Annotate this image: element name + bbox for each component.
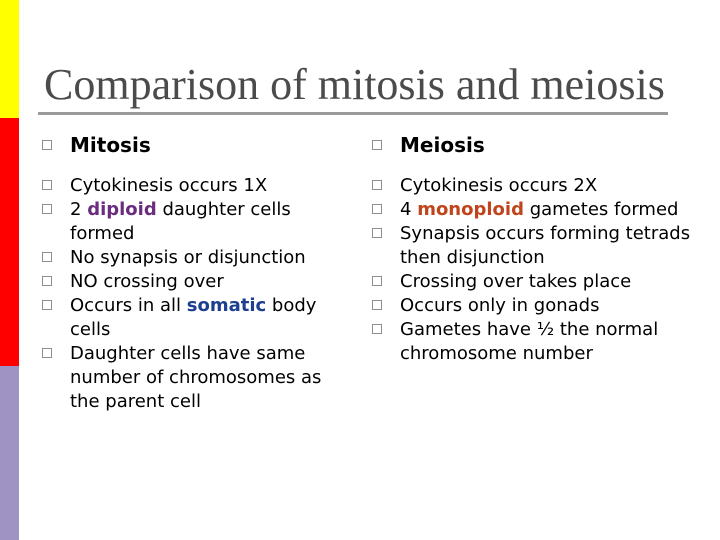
meiosis-header-label: Meiosis	[400, 133, 485, 157]
square-bullet-icon	[42, 276, 52, 286]
square-bullet-icon	[372, 300, 382, 310]
mitosis-item-text-pre: 2	[70, 199, 88, 220]
meiosis-item-crossing-over	[372, 270, 692, 294]
mitosis-item-text: Cytokinesis occurs 1X	[70, 175, 268, 196]
square-bullet-icon	[42, 300, 52, 310]
square-bullet-icon	[372, 180, 382, 190]
mitosis-item-daughter-cells	[42, 342, 354, 414]
square-bullet-icon	[372, 276, 382, 286]
meiosis-item-text: Gametes have ½ the normal chromosome number	[400, 319, 659, 364]
square-bullet-icon	[42, 180, 52, 190]
mitosis-item-cytokinesis	[42, 174, 354, 198]
mitosis-item-text-pre: Occurs in all	[70, 295, 187, 316]
slide-title: Comparison of mitosis and meiosis	[44, 60, 665, 109]
mitosis-item-text-post: body cells	[70, 295, 317, 340]
accent-bar-red	[0, 118, 19, 366]
mitosis-item-crossing-over	[42, 270, 354, 294]
accent-bar-purple	[0, 366, 19, 540]
square-bullet-icon	[372, 204, 382, 214]
square-bullet-icon	[372, 324, 382, 334]
mitosis-item-somatic	[42, 294, 354, 342]
meiosis-header	[372, 132, 692, 158]
square-bullet-icon	[372, 140, 382, 150]
meiosis-item-text: Occurs only in gonads	[400, 295, 600, 316]
meiosis-item-text: Cytokinesis occurs 2X	[400, 175, 598, 196]
mitosis-item-text: No synapsis or disjunction	[70, 247, 306, 268]
square-bullet-icon	[42, 204, 52, 214]
meiosis-item-text-pre: 4	[400, 199, 418, 220]
mitosis-column	[42, 132, 354, 414]
meiosis-column	[372, 132, 692, 366]
somatic-term: somatic	[186, 295, 267, 316]
square-bullet-icon	[42, 348, 52, 358]
diploid-term: diploid	[87, 199, 157, 220]
square-bullet-icon	[42, 252, 52, 262]
meiosis-item-gametes	[372, 318, 692, 366]
title-underline	[38, 112, 668, 115]
mitosis-header	[42, 132, 354, 158]
mitosis-item-text: Daughter cells have same number of chromosomes as the parent cell	[70, 343, 322, 412]
meiosis-item-gonads	[372, 294, 692, 318]
meiosis-item-text-post: gametes formed	[523, 199, 679, 220]
mitosis-item-diploid	[42, 198, 354, 246]
accent-bar-yellow	[0, 0, 19, 118]
square-bullet-icon	[42, 140, 52, 150]
meiosis-item-text: Crossing over takes place	[400, 271, 632, 292]
meiosis-item-text: Synapsis occurs forming tetrads then disjunction	[400, 223, 691, 268]
mitosis-item-text: NO crossing over	[70, 271, 224, 292]
mitosis-item-synapsis	[42, 246, 354, 270]
meiosis-item-synapsis	[372, 222, 692, 270]
meiosis-item-monoploid	[372, 198, 692, 222]
monoploid-term: monoploid	[417, 199, 524, 220]
square-bullet-icon	[372, 228, 382, 238]
meiosis-item-cytokinesis	[372, 174, 692, 198]
mitosis-item-text-post: daughter cells formed	[70, 199, 291, 244]
mitosis-header-label: Mitosis	[70, 133, 151, 157]
